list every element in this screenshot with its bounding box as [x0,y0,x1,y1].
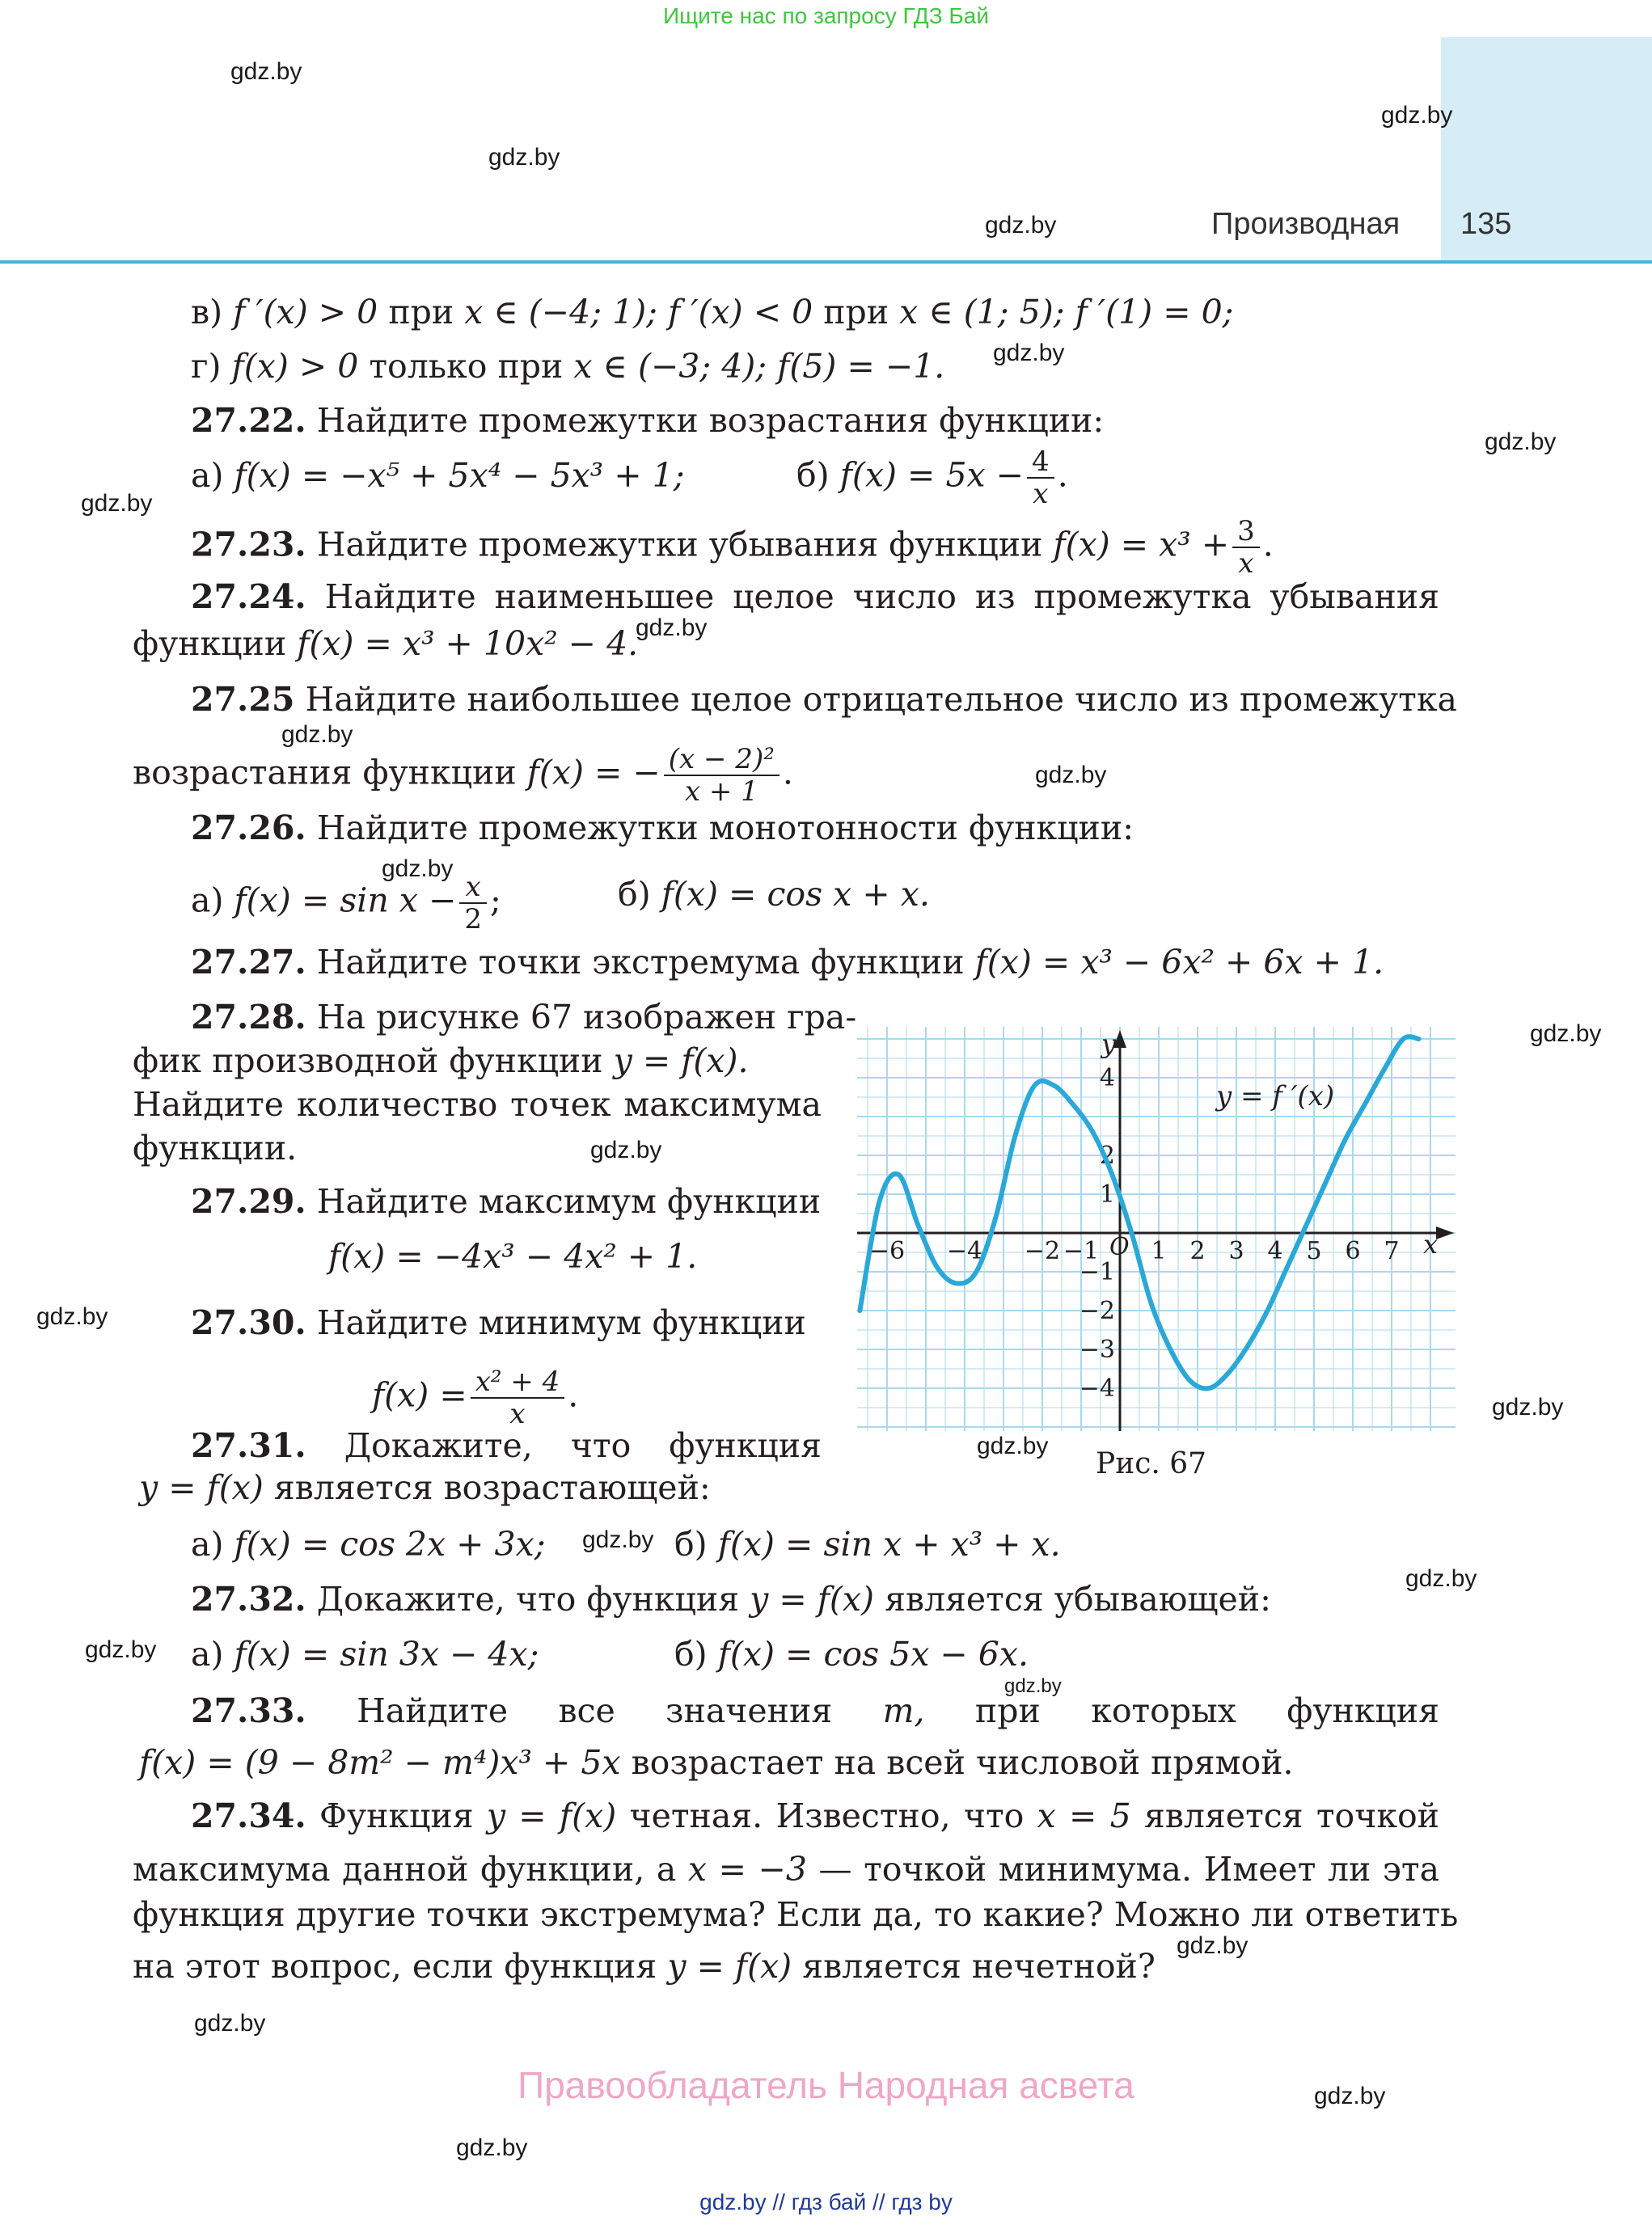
tick-label: −4 [1079,1374,1115,1403]
footer-links: gdz.by // гдз бай // гдз by [699,2189,953,2214]
header-rule [0,260,1652,264]
tick-label: −4 [946,1237,983,1265]
problem-27-25-line1: 27.25 Найдите наибольшее целое отрицательное число из промежутка [191,680,1457,719]
watermark: gdz.by [488,144,560,171]
watermark: gdz.by [1381,102,1453,129]
tick-label: 3 [1228,1237,1244,1265]
running-title: Производная [1211,207,1401,241]
problem-27-23: 27.23. Найдите промежутки убывания функции f(x) = x³ + $\frac{3}{x}$ . [191,515,1274,580]
problem-27-25-line2: возрастания функции f(x) = − $\frac{\text{(x − 2)²}}{x + 1}$ . [133,743,793,808]
watermark: gdz.by [590,1137,662,1163]
tick-label: 6 [1345,1237,1361,1265]
tick-label: 4 [1099,1064,1115,1092]
tick-label: −6 [868,1237,906,1265]
watermark: gdz.by [582,1526,654,1553]
problem-27-34-l4: на этот вопрос, если функция y = f(x) является нечетной? [133,1947,1156,1986]
problem-27-33-l1: 27.33. Найдите все значения m, при которых функция [191,1691,1439,1730]
watermark: gdz.by [1530,1020,1602,1047]
curve-label: y = f ′(x) [1216,1080,1335,1112]
tick-label: −2 [1079,1297,1115,1325]
problem-27-22: 27.22. Найдите промежутки возрастания функции: [191,401,1105,440]
figure-caption: Рис. 67 [1096,1447,1207,1480]
tick-label: 1 [1099,1180,1115,1209]
graph-grid [857,1027,1456,1431]
tick-label: −2 [1024,1237,1061,1265]
answer-line-g: г) f(x) > 0 только при x ∈ (−3; 4); f(5) = −1. [191,347,945,386]
watermark: gdz.by [1314,2083,1386,2109]
problem-27-31-l2: y = f(x) является возрастающей: [139,1468,711,1507]
problem-27-32-b: б) f(x) = cos 5x − 6x. [674,1635,1029,1674]
watermark: gdz.by [456,2134,528,2161]
problem-27-24-line2: функции f(x) = x³ + 10x² − 4. [133,624,639,663]
problem-27-28-l2: фик производной функции y = f(x). [133,1041,749,1080]
tick-label: −3 [1079,1336,1115,1364]
copyright-notice: Правообладатель Народная асвета [518,2064,1134,2106]
watermark: gdz.by [85,1636,157,1663]
tick-label: 2 [1099,1142,1115,1170]
tick-label: 7 [1384,1237,1400,1265]
problem-27-30-expr: f(x) = $\frac{\text{x² + 4}}{x}$ . [372,1366,579,1430]
watermark: gdz.by [1492,1394,1564,1421]
problem-27-31-b: б) f(x) = sin x + x³ + x. [674,1525,1061,1564]
watermark: gdz.by [1035,762,1107,788]
problem-27-28-l3: Найдите количество точек максимума [133,1085,822,1124]
tick-label: 4 [1267,1237,1283,1265]
watermark: gdz.by [230,58,302,85]
watermark: gdz.by [194,2010,266,2037]
tick-label: −1 [1063,1237,1100,1265]
answer-line-v: в) f ′(x) > 0 при x ∈ (−4; 1); f ′(x) < 0 при x ∈ (1; 5); f ′(1) = 0; [191,293,1234,331]
watermark: gdz.by [636,614,708,641]
problem-27-33-l2: f(x) = (9 − 8m² − m⁴)x³ + 5x возрастает на всей числовой прямой. [139,1743,1294,1782]
x-axis-arrow [1436,1226,1454,1239]
watermark: gdz.by [1177,1932,1249,1959]
problem-27-26: 27.26. Найдите промежутки монотонности функции: [191,809,1134,847]
problem-27-27: 27.27. Найдите точки экстремума функции f(x) = x³ − 6x² + 6x + 1. [191,943,1384,982]
problem-27-26-b: б) f(x) = cos x + x. [618,875,930,914]
watermark: gdz.by [993,340,1065,366]
tick-label: 2 [1189,1237,1206,1265]
origin-label: O [1109,1233,1130,1261]
watermark: gdz.by [1004,1675,1062,1697]
watermark: gdz.by [1485,429,1557,455]
watermark: gdz.by [382,855,454,882]
watermark: gdz.by [1405,1565,1477,1592]
problem-27-34-l1: 27.34. Функция y = f(x) четная. Известно, что x = 5 является точкой [191,1796,1439,1835]
problem-27-34-l3: функция другие точки экстремума? Если да, то какие? Можно ли ответить [133,1895,1459,1934]
problem-27-22-a: а) f(x) = −x⁵ + 5x⁴ − 5x³ + 1; [191,456,685,495]
derivative-graph [857,1027,1456,1431]
problem-27-24-line1: 27.24. Найдите наименьшее целое число из промежутка убывания [191,577,1439,616]
problem-27-28-l4: функции. [133,1129,298,1167]
problem-27-22-b: б) f(x) = 5x − $\frac{4}{x}$ . [796,445,1068,510]
problem-27-30: 27.30. Найдите минимум функции [191,1303,806,1342]
y-axis-label: y [1101,1028,1117,1059]
watermark: gdz.by [81,490,153,517]
page-number: 135 [1460,207,1512,241]
watermark: gdz.by [985,212,1057,239]
graph-axes [857,1030,1454,1431]
tick-label: 5 [1306,1237,1322,1265]
problem-27-32-a: а) f(x) = sin 3x − 4x; [191,1635,539,1674]
problem-27-31-a: а) f(x) = cos 2x + 3x; [191,1525,546,1564]
watermark: gdz.by [977,1433,1049,1459]
search-banner: Ищите нас по запросу ГДЗ Бай [662,3,990,28]
problem-27-34-l2: максимума данной функции, а x = −3 — точкой минимума. Имеет ли эта [133,1850,1440,1889]
tick-label: −1 [1079,1258,1115,1286]
problem-27-26-a: а) f(x) = sin x − $\frac{x}{2}$ ; [191,871,501,935]
problem-27-32: 27.32. Докажите, что функция y = f(x) является убывающей: [191,1580,1271,1619]
problem-27-29: 27.29. Найдите максимум функции [191,1182,822,1221]
watermark: gdz.by [281,721,353,748]
x-axis-label: x [1423,1229,1439,1260]
problem-27-28-l1: 27.28. На рисунке 67 изображен гра- [191,998,857,1037]
tick-label: 1 [1151,1237,1167,1265]
problem-27-31-l1: 27.31. Докажите, что функция [191,1426,822,1465]
watermark: gdz.by [36,1303,108,1330]
problem-27-29-expr: f(x) = −4x³ − 4x² + 1. [328,1237,698,1276]
